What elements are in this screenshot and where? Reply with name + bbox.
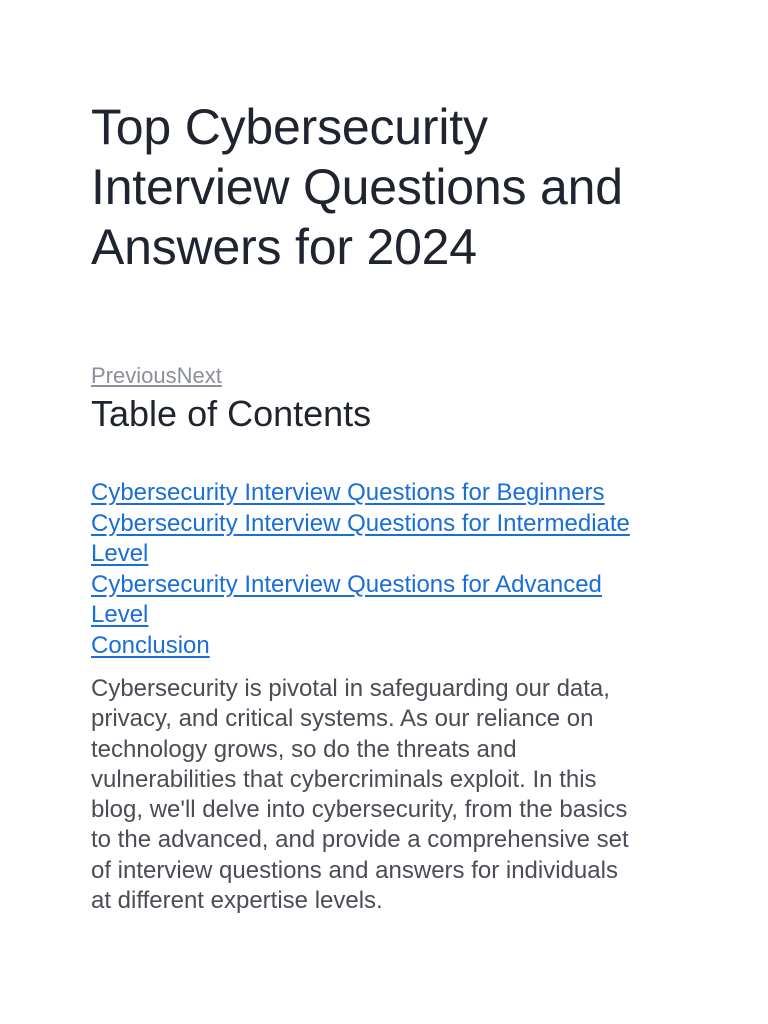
toc-item (91, 478, 691, 509)
toc-link-beginners[interactable] (91, 478, 691, 509)
toc-item (91, 509, 691, 570)
table-of-contents (91, 478, 691, 661)
toc-item (91, 631, 691, 662)
intro-line: Cybersecurity is pivotal in safeguarding our data, (91, 675, 610, 702)
toc-link-conclusion[interactable] (91, 631, 691, 662)
previous-link[interactable]: Previous (91, 363, 177, 388)
title-line: Top Cybersecurity (91, 99, 488, 155)
toc-link-line: Level (91, 540, 149, 567)
intro-line: vulnerabilities that cybercriminals exploit. In this (91, 765, 597, 793)
intro-line: of interview questions and answers for individuals (91, 856, 618, 884)
intro-line: to the advanced, and provide a comprehensive set (91, 826, 629, 854)
intro-paragraph (91, 674, 691, 916)
next-link[interactable]: Next (176, 363, 222, 388)
pager (91, 363, 222, 389)
toc-link-line: Cybersecurity Interview Questions for Intermediate (91, 509, 630, 537)
toc-link-line: Level (91, 601, 149, 628)
toc-link-line: Cybersecurity Interview Questions for Beginners (91, 479, 605, 506)
intro-line: at different expertise levels. (91, 887, 383, 915)
intro-line: privacy, and critical systems. As our reliance on (91, 705, 594, 733)
intro-line: technology grows, so do the threats and (91, 735, 517, 763)
intro-line: blog, we'll delve into cybersecurity, from the basics (91, 796, 628, 824)
toc-link-intermediate[interactable] (91, 509, 691, 570)
toc-item (91, 570, 691, 631)
toc-heading: Table of Contents (91, 393, 372, 434)
page-title (91, 97, 691, 277)
toc-link-advanced[interactable] (91, 570, 691, 631)
toc-link-line: Cybersecurity Interview Questions for Advanced (91, 570, 602, 598)
toc-link-line: Conclusion (91, 631, 210, 659)
title-line: Interview Questions and (91, 159, 623, 215)
title-line: Answers for 2024 (91, 219, 477, 275)
